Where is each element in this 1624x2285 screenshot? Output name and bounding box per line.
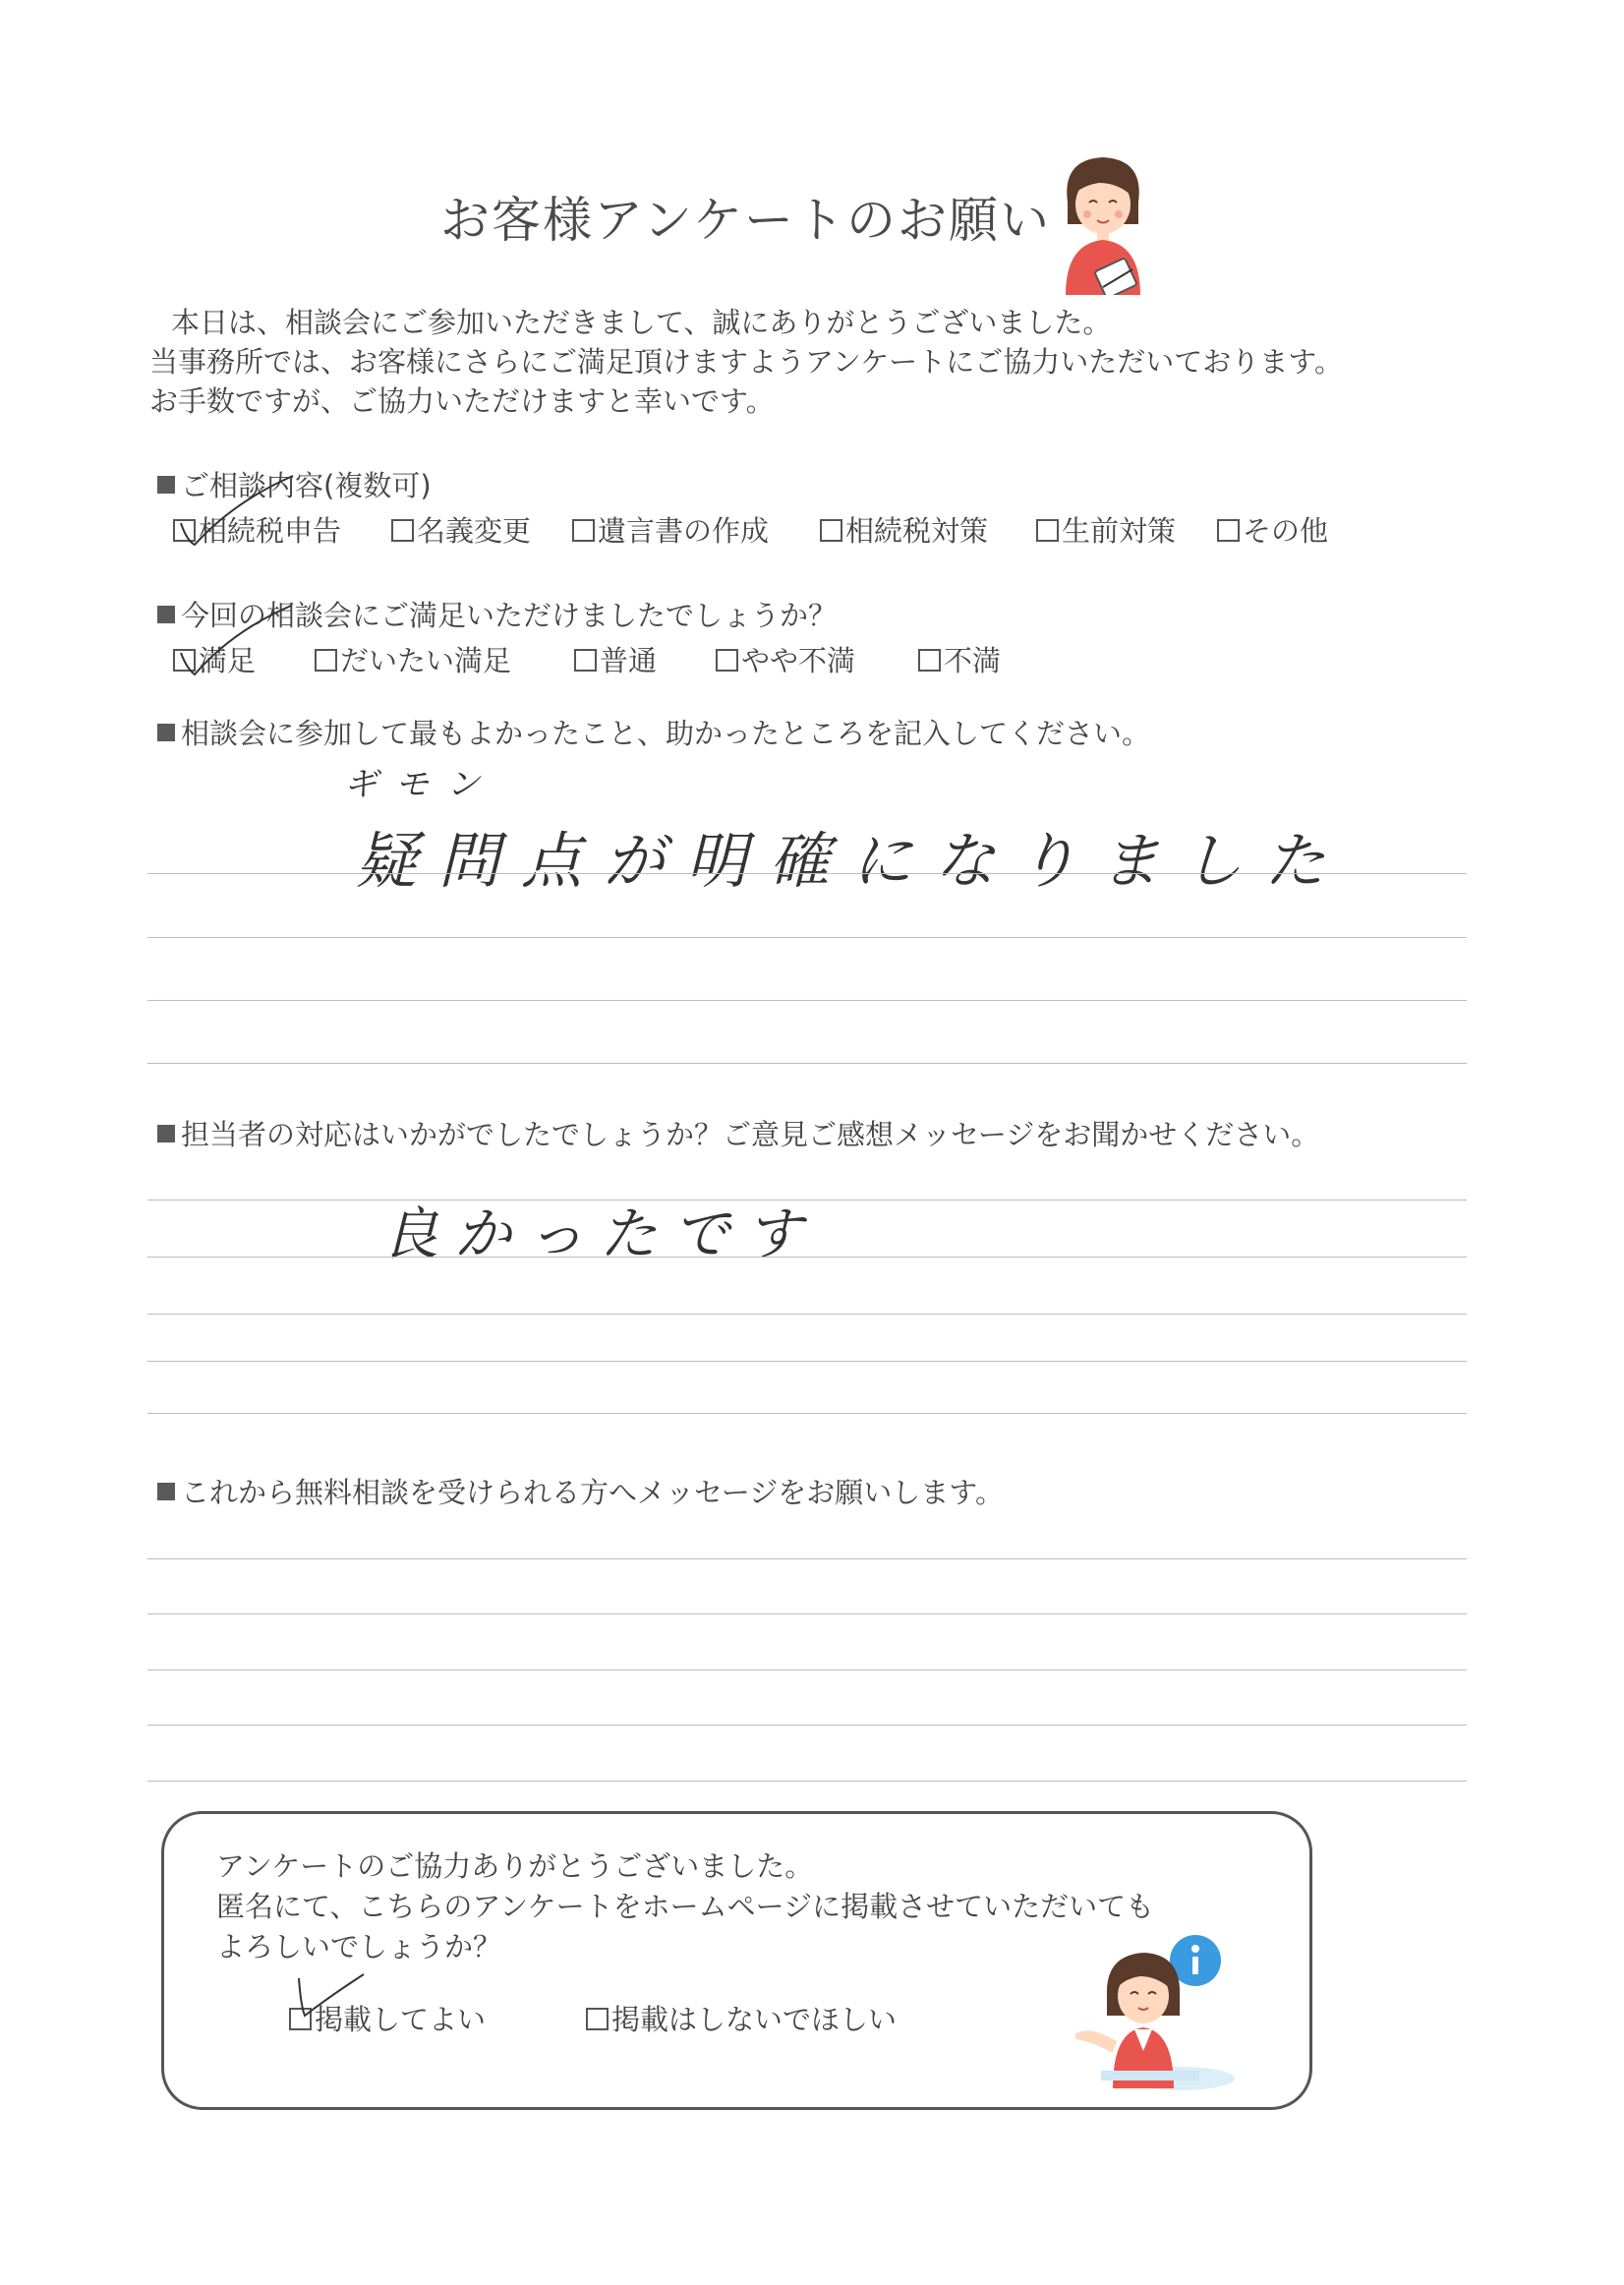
woman-clipboard-illustration: [1054, 149, 1152, 295]
checkbox-icon[interactable]: [820, 519, 842, 542]
question-staff-response: [157, 1113, 1319, 1153]
handwritten-ruby: ギモン: [344, 765, 497, 804]
handwritten-answer: 疑問点が明確になりました: [356, 825, 1348, 897]
consent-line: アンケートのご協力ありがとうございました。: [216, 1849, 814, 1883]
writing-line: [147, 1725, 1467, 1726]
checkbox-icon[interactable]: [1036, 519, 1059, 542]
consent-line: よろしいでしょうか？: [216, 1930, 502, 1963]
consent-line: 匿名にて、こちらのアンケートをホームページに掲載させていただいても: [216, 1890, 1155, 1923]
square-bullet-icon: [157, 1125, 175, 1142]
square-bullet-icon: [157, 724, 175, 741]
checkbox-option[interactable]: 相続税対策: [820, 509, 988, 550]
writing-line: [147, 1257, 1467, 1258]
checkmark-icon: [175, 462, 303, 551]
question-label: ご相談内容(複数可): [181, 469, 432, 502]
question-label: 担当者の対応はいかがでしたでしょうか？ご意見ご感想メッセージをお聞かせください。: [181, 1118, 1320, 1151]
checkmark-icon: [291, 1966, 370, 2035]
checkbox-icon[interactable]: [1217, 519, 1240, 542]
writing-line: [147, 937, 1467, 938]
checkbox-option[interactable]: 生前対策: [1036, 509, 1176, 550]
writing-line: [147, 873, 1467, 874]
checkmark-icon: [175, 596, 303, 680]
checkbox-option[interactable]: 遺言書の作成: [572, 509, 769, 550]
checkbox-option[interactable]: 普通: [574, 639, 657, 679]
writing-line: [147, 1361, 1467, 1362]
checkbox-option[interactable]: だいたい満足: [315, 639, 511, 679]
writing-line: [147, 1413, 1467, 1414]
writing-line: [147, 1200, 1467, 1201]
question-label: 相談会に参加して最もよかったこと、助かったところを記入してください。: [181, 717, 1151, 750]
checkbox-option[interactable]: 掲載してよい: [289, 1998, 486, 2038]
writing-line: [147, 1000, 1467, 1001]
checkbox-icon[interactable]: [391, 519, 414, 542]
intro-text: [149, 303, 1343, 421]
writing-line: [147, 1314, 1467, 1315]
checkbox-icon[interactable]: [315, 649, 337, 672]
checkbox-icon[interactable]: [572, 519, 595, 542]
writing-line: [147, 1558, 1467, 1559]
checkbox-icon[interactable]: [918, 649, 941, 672]
writing-line: [147, 1781, 1467, 1782]
checkbox-option[interactable]: 不満: [918, 639, 1001, 679]
checkbox-icon[interactable]: [574, 649, 597, 672]
handwritten-answer: 良かったです: [381, 1201, 819, 1267]
checkbox-option[interactable]: 掲載はしないでほしい: [586, 1998, 897, 2038]
question-label: 今回の相談会にご満足いただけましたでしょうか？: [181, 599, 838, 632]
intro-line: 本日は、相談会にご参加いただきまして、誠にありがとうございました。: [171, 306, 1112, 339]
question-label: これから無料相談を受けられる方へメッセージをお願いします。: [181, 1476, 1004, 1509]
question-best-part: [157, 712, 1150, 752]
square-bullet-icon: [157, 606, 175, 623]
writing-line: [147, 1063, 1467, 1064]
checkbox-option[interactable]: 相続税申告: [173, 509, 341, 550]
receptionist-info-illustration: [1062, 1931, 1235, 2098]
square-bullet-icon: [157, 1483, 175, 1500]
page-title: お客様アンケートのお願い: [440, 192, 1051, 249]
checkbox-option[interactable]: その他: [1217, 509, 1328, 550]
writing-line: [147, 1613, 1467, 1614]
consent-text: [216, 1846, 1154, 1967]
consent-options: [0, 1998, 1624, 2037]
checkbox-option[interactable]: 満足: [173, 639, 256, 679]
intro-line: お手数ですが、ご協力いただけますと幸いです。: [149, 384, 775, 418]
checkbox-option[interactable]: 名義変更: [391, 509, 531, 550]
question-message-to-others: [157, 1471, 1004, 1511]
intro-line: 当事務所では、お客様にさらにご満足頂けますようアンケートにご協力いただいております。: [149, 345, 1343, 379]
checkbox-icon[interactable]: [586, 2008, 609, 2030]
square-bullet-icon: [157, 476, 175, 494]
checkbox-icon[interactable]: [716, 649, 738, 672]
checkbox-option[interactable]: やや不満: [716, 639, 855, 679]
